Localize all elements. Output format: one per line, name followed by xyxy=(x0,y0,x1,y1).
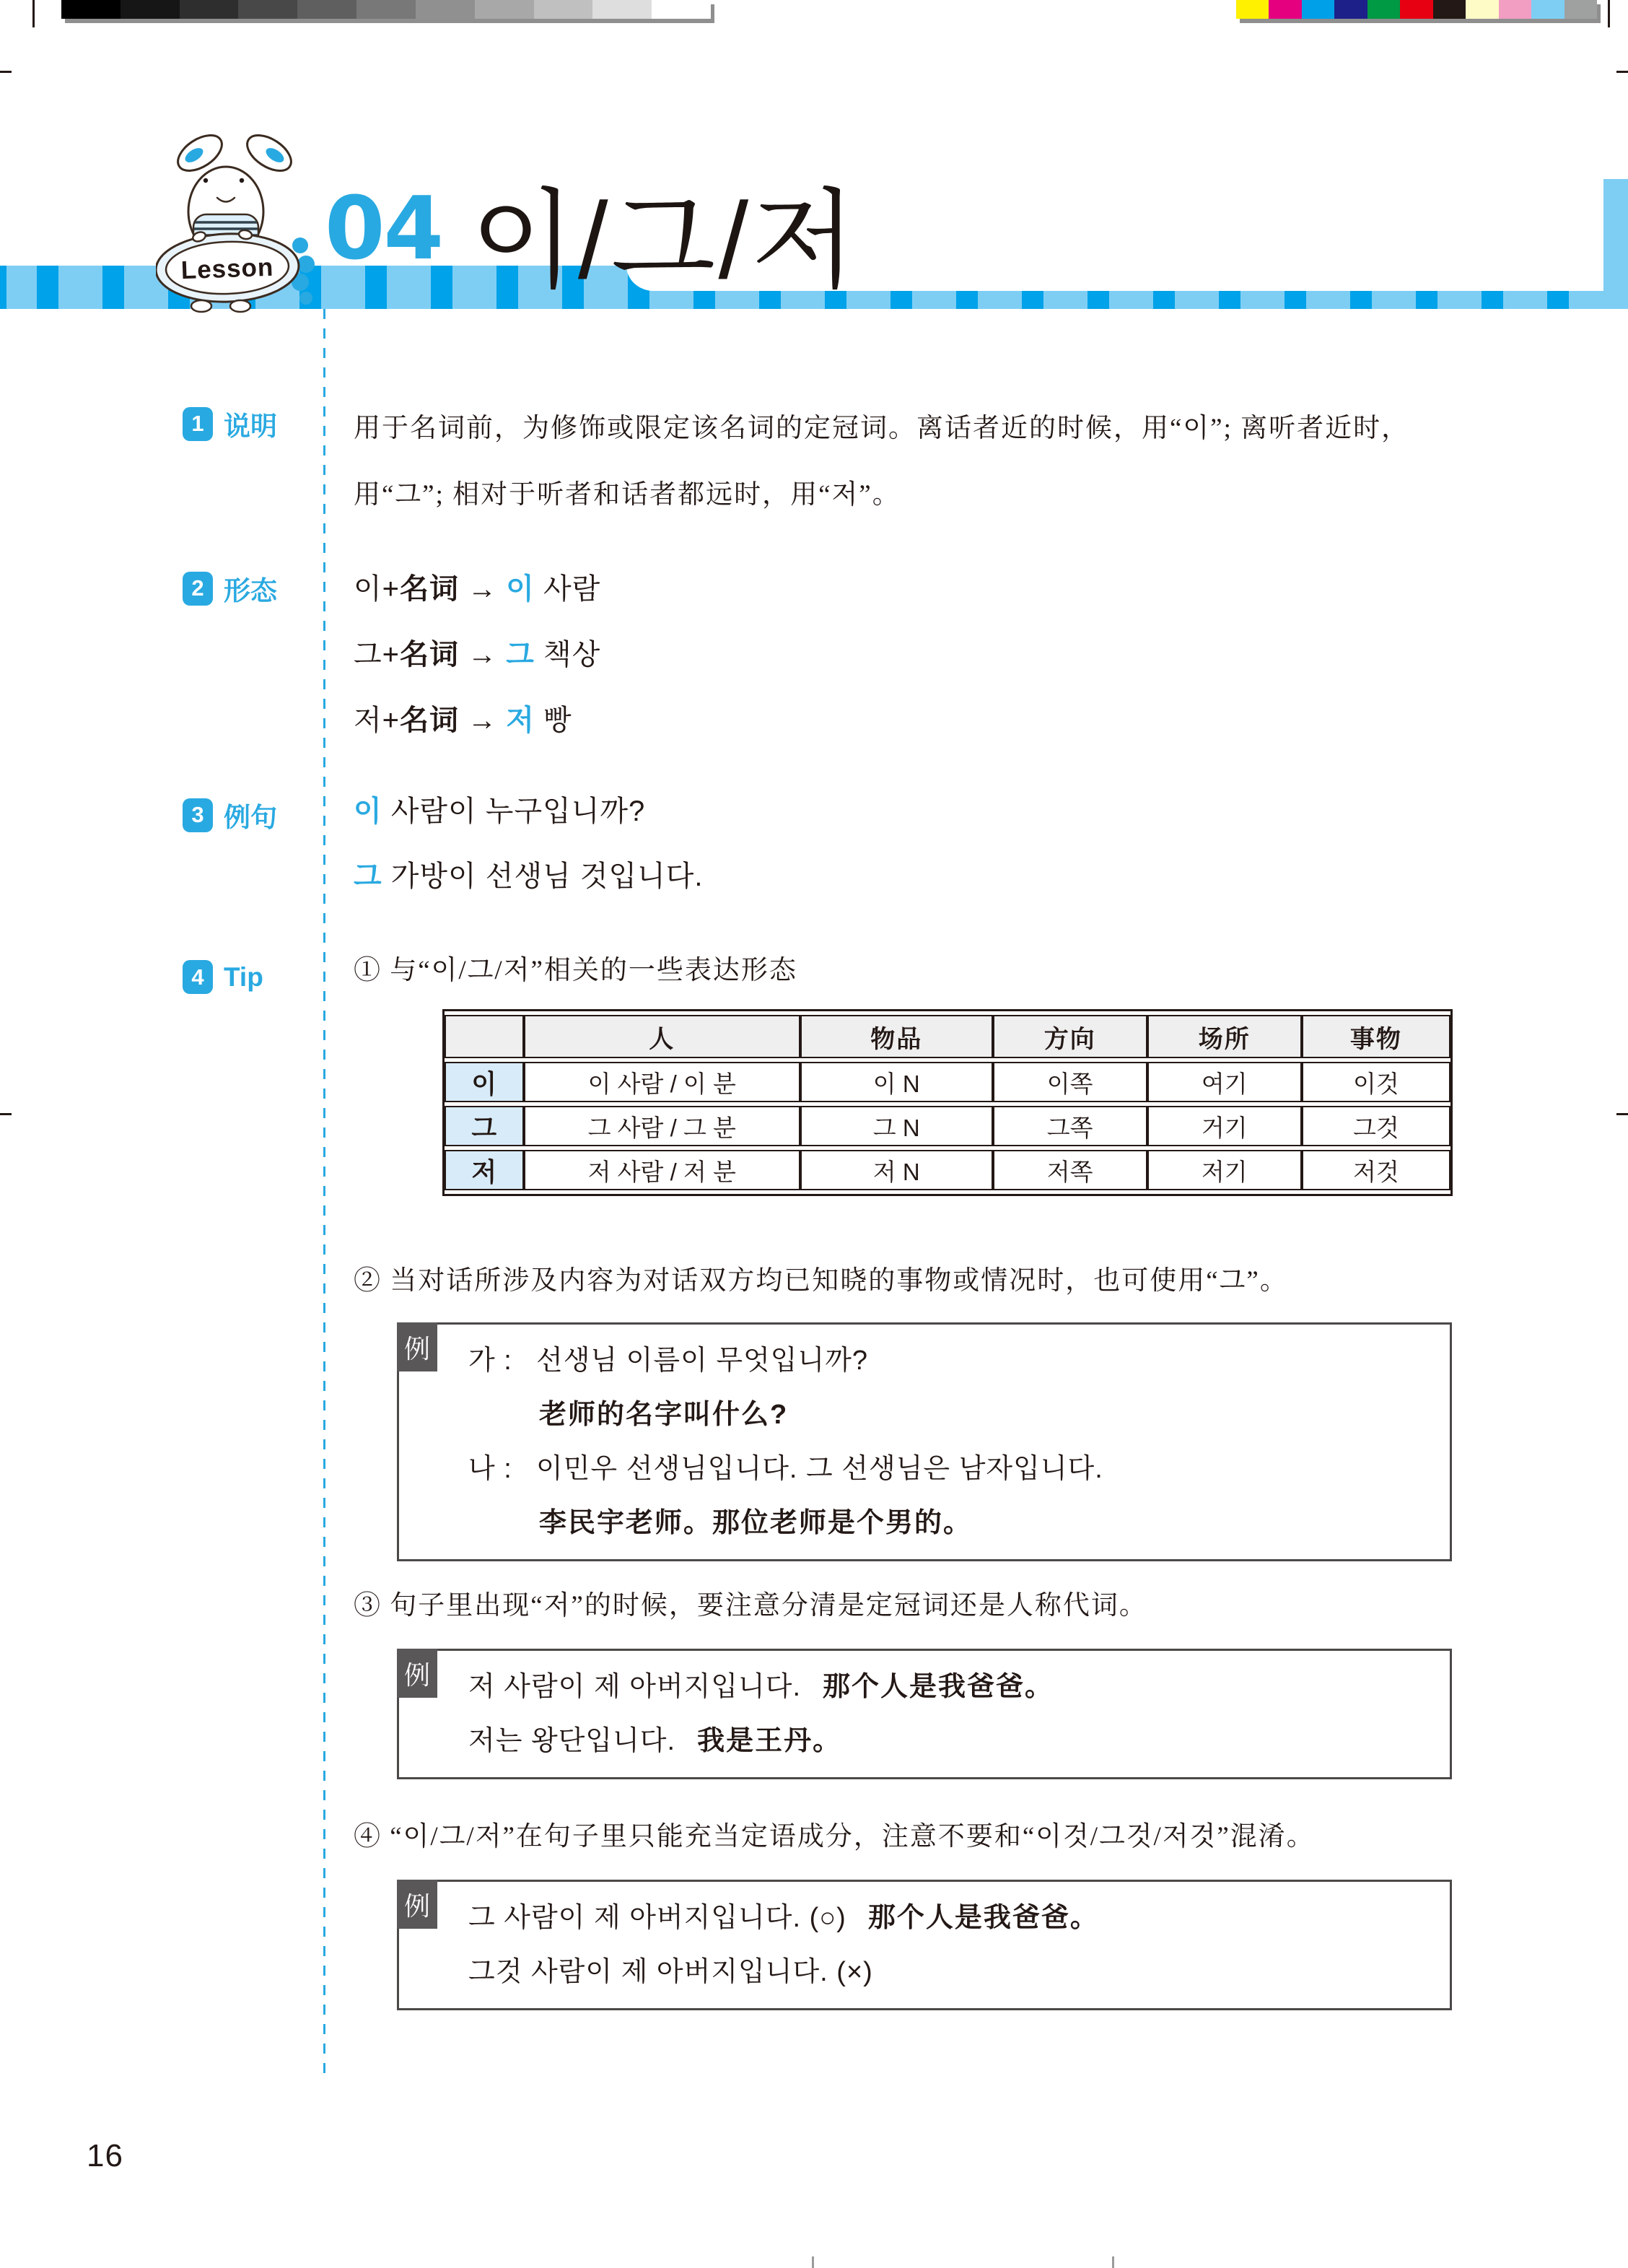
table-header-cell: 物品 xyxy=(800,1015,993,1058)
form-highlight: 저 xyxy=(506,705,535,736)
korean-text: 저는 왕단입니다. xyxy=(468,1726,676,1756)
table-cell: 이 사람 / 이 분 xyxy=(524,1062,800,1102)
page-title: 이/그/저 xyxy=(471,180,859,301)
table-row-label: 이 xyxy=(445,1062,524,1102)
explain-line: 用于名词前，为修饰或限定该名词的定冠词。离话者近的时候，用“이”; 离听者近时， xyxy=(354,414,1410,443)
tip-point-1 xyxy=(354,951,1469,990)
header-band-right-bar xyxy=(1603,179,1628,309)
calibration-swatch xyxy=(297,0,356,19)
example-box-body xyxy=(399,1651,1450,1777)
chinese-text: 那个人是我爸爸。 xyxy=(867,1903,1099,1933)
example-box-body xyxy=(399,1325,1450,1559)
tip-point-4 xyxy=(354,1818,1469,1857)
example-row xyxy=(468,1901,1421,1935)
calibration-swatch xyxy=(1367,0,1400,19)
color-calibration-bar xyxy=(1236,0,1597,19)
form-line xyxy=(354,636,600,673)
tip-point-text: 与“이/그/저”相关的一些表达形态 xyxy=(390,956,797,985)
example-row xyxy=(468,1452,1421,1486)
example-rest: 사람이 누구입니까? xyxy=(390,795,646,827)
example-box xyxy=(397,1322,1452,1561)
calibration-swatch xyxy=(1531,0,1564,19)
example-row xyxy=(468,1955,1421,1989)
crop-mark xyxy=(1616,1113,1628,1115)
section-label-text: 说明 xyxy=(224,411,277,441)
crop-mark xyxy=(1616,71,1628,73)
example-sentence xyxy=(354,793,645,830)
form-noun: 名词 xyxy=(400,573,459,605)
tip-point-text: 当对话所涉及内容为对话双方均已知晓的事物或情况时，也可使用“그”。 xyxy=(390,1266,1288,1296)
lesson-number: 04 xyxy=(325,179,442,279)
tip-point-text: “이/그/저”在句子里只能充当定语成分，注意不要和“이것/그것/저것”混淆。 xyxy=(390,1822,1315,1852)
arrow-icon: → xyxy=(468,639,498,671)
tip-point-text: 句子里出现“저”的时候，要注意分清是定冠词还是人称代词。 xyxy=(390,1591,1147,1621)
section-label-form xyxy=(183,569,277,608)
rabbit-eye-left xyxy=(204,178,208,183)
form-rest: 사람 xyxy=(543,573,601,605)
page-number: 16 xyxy=(87,2138,123,2173)
table-cell: 이쪽 xyxy=(993,1062,1147,1102)
rabbit-eye-right xyxy=(240,178,244,183)
table-row xyxy=(445,1106,1450,1146)
form-rest: 책상 xyxy=(543,639,601,671)
korean-text: 그 사람이 제 아버지입니다. (○) xyxy=(468,1903,846,1933)
calibration-swatch xyxy=(356,0,416,19)
form-noun: 名词 xyxy=(400,705,459,736)
calibration-swatch xyxy=(1564,0,1597,19)
table-cell: 그것 xyxy=(1302,1106,1450,1146)
explain-paragraph xyxy=(354,396,1469,528)
form-highlight: 이 xyxy=(506,573,535,605)
calibration-swatch xyxy=(592,0,652,19)
calibration-swatch xyxy=(652,0,711,19)
section-label-example xyxy=(183,795,277,834)
calibration-swatch xyxy=(121,0,180,19)
korean-text: 그것 사람이 제 아버지입니다. (×) xyxy=(468,1957,873,1987)
table-row-label: 저 xyxy=(445,1150,524,1190)
section-label-text: 例句 xyxy=(224,803,277,832)
circled-number: ② xyxy=(354,1266,382,1296)
form-line xyxy=(354,570,600,608)
table-header-cell: 事物 xyxy=(1302,1015,1450,1058)
grayscale-calibration-bar xyxy=(61,0,711,19)
table-header-cell: 方向 xyxy=(993,1015,1147,1058)
calibration-swatch xyxy=(475,0,534,19)
crop-mark xyxy=(1608,0,1610,27)
section-badge: 3 xyxy=(183,798,213,832)
speaker-label: 가 : xyxy=(468,1345,512,1376)
calibration-swatch xyxy=(416,0,475,19)
form-noun: 名词 xyxy=(400,639,459,671)
example-highlight: 그 xyxy=(354,860,382,892)
calibration-swatch xyxy=(1236,0,1269,19)
example-row xyxy=(468,1724,1421,1758)
section-label-explain xyxy=(183,404,277,443)
example-box xyxy=(397,1880,1452,2010)
table-header-cell: 人 xyxy=(524,1015,800,1058)
calibration-swatch xyxy=(534,0,593,19)
example-row xyxy=(468,1670,1421,1704)
table-cell: 저쪽 xyxy=(993,1150,1147,1190)
table-cell: 거기 xyxy=(1147,1106,1302,1146)
tip-point-3 xyxy=(354,1587,1469,1626)
example-box xyxy=(397,1649,1452,1779)
table-row-label: 그 xyxy=(445,1106,524,1146)
example-row xyxy=(468,1343,1421,1378)
rabbit-foot-right xyxy=(230,300,250,312)
table-cell: 그쪽 xyxy=(993,1106,1147,1146)
calibration-swatch xyxy=(61,0,121,19)
table-cell: 저것 xyxy=(1302,1150,1450,1190)
explain-line: 用“그”; 相对于听者和话者都远时，用“저”。 xyxy=(354,480,901,510)
table-cell: 저 사람 / 저 분 xyxy=(524,1150,800,1190)
form-line xyxy=(354,702,572,739)
section-badge: 2 xyxy=(183,572,213,606)
table-cell: 저 N xyxy=(800,1150,993,1190)
calibration-swatch xyxy=(1334,0,1367,19)
calibration-swatch xyxy=(1400,0,1432,19)
calibration-swatch xyxy=(180,0,239,19)
chinese-text: 那个人是我爸爸。 xyxy=(823,1672,1054,1702)
section-label-text: 形态 xyxy=(224,576,277,606)
mascot-rabbit xyxy=(156,131,318,313)
section-label-text: Tip xyxy=(224,961,263,992)
tip-point-2 xyxy=(354,1262,1469,1301)
table-cell: 저기 xyxy=(1147,1150,1302,1190)
table-header-cell xyxy=(445,1015,524,1058)
example-row-chinese: 李民宇老师。那位老师是个男的。 xyxy=(539,1508,973,1538)
crop-mark xyxy=(32,0,35,27)
form-prefix: 그+ xyxy=(354,639,400,671)
example-tag: 例 xyxy=(397,1322,437,1371)
calibration-swatch xyxy=(1499,0,1531,19)
korean-text: 이민우 선생님입니다. 그 선생님은 남자입니다. xyxy=(536,1454,1103,1484)
example-box-body xyxy=(399,1882,1450,2008)
arrow-icon: → xyxy=(468,705,498,736)
example-sentence xyxy=(354,858,704,895)
korean-text: 선생님 이름이 무엇입니까? xyxy=(536,1345,869,1376)
circled-number: ④ xyxy=(354,1822,382,1852)
rabbit-foot-left xyxy=(191,300,211,312)
table-row xyxy=(445,1062,1450,1102)
table-cell: 이 N xyxy=(800,1062,993,1102)
table-header-row xyxy=(445,1015,1450,1058)
table-row xyxy=(445,1150,1450,1190)
table-cell: 그 N xyxy=(800,1106,993,1146)
example-rest: 가방이 선생님 것입니다. xyxy=(390,860,704,892)
form-prefix: 저+ xyxy=(354,705,400,736)
calibration-swatch xyxy=(1466,0,1498,19)
table-cell: 이것 xyxy=(1302,1062,1450,1102)
crop-mark xyxy=(812,2256,814,2268)
calibration-swatch xyxy=(238,0,297,19)
example-tag: 例 xyxy=(397,1880,437,1929)
arrow-icon: → xyxy=(468,573,498,605)
section-badge: 4 xyxy=(183,960,213,994)
table-cell: 그 사람 / 그 분 xyxy=(524,1106,800,1146)
chinese-text: 我是王丹。 xyxy=(697,1726,842,1756)
table-cell: 여기 xyxy=(1147,1062,1302,1102)
tip-table xyxy=(442,1009,1453,1196)
calibration-swatch xyxy=(1302,0,1334,19)
example-tag: 例 xyxy=(397,1649,437,1698)
dashed-divider xyxy=(323,309,325,2079)
circled-number: ③ xyxy=(354,1591,382,1621)
lesson-sign xyxy=(156,232,300,305)
calibration-swatch xyxy=(1433,0,1466,19)
section-badge: 1 xyxy=(183,407,213,441)
table-header-cell: 场所 xyxy=(1147,1015,1302,1058)
crop-mark xyxy=(1112,2256,1114,2268)
crop-mark xyxy=(0,71,12,73)
example-row-chinese: 老师的名字叫什么? xyxy=(539,1400,789,1430)
section-label-tip xyxy=(183,960,263,994)
form-highlight: 그 xyxy=(506,639,535,671)
form-rest: 빵 xyxy=(543,705,572,736)
example-highlight: 이 xyxy=(354,795,382,827)
speaker-label: 나 : xyxy=(468,1454,512,1484)
lesson-sign-label: Lesson xyxy=(180,253,274,285)
circled-number: ① xyxy=(354,956,382,985)
crop-mark xyxy=(0,1113,12,1115)
form-prefix: 이+ xyxy=(354,573,400,605)
calibration-swatch xyxy=(1269,0,1301,19)
korean-text: 저 사람이 제 아버지입니다. xyxy=(468,1672,802,1702)
